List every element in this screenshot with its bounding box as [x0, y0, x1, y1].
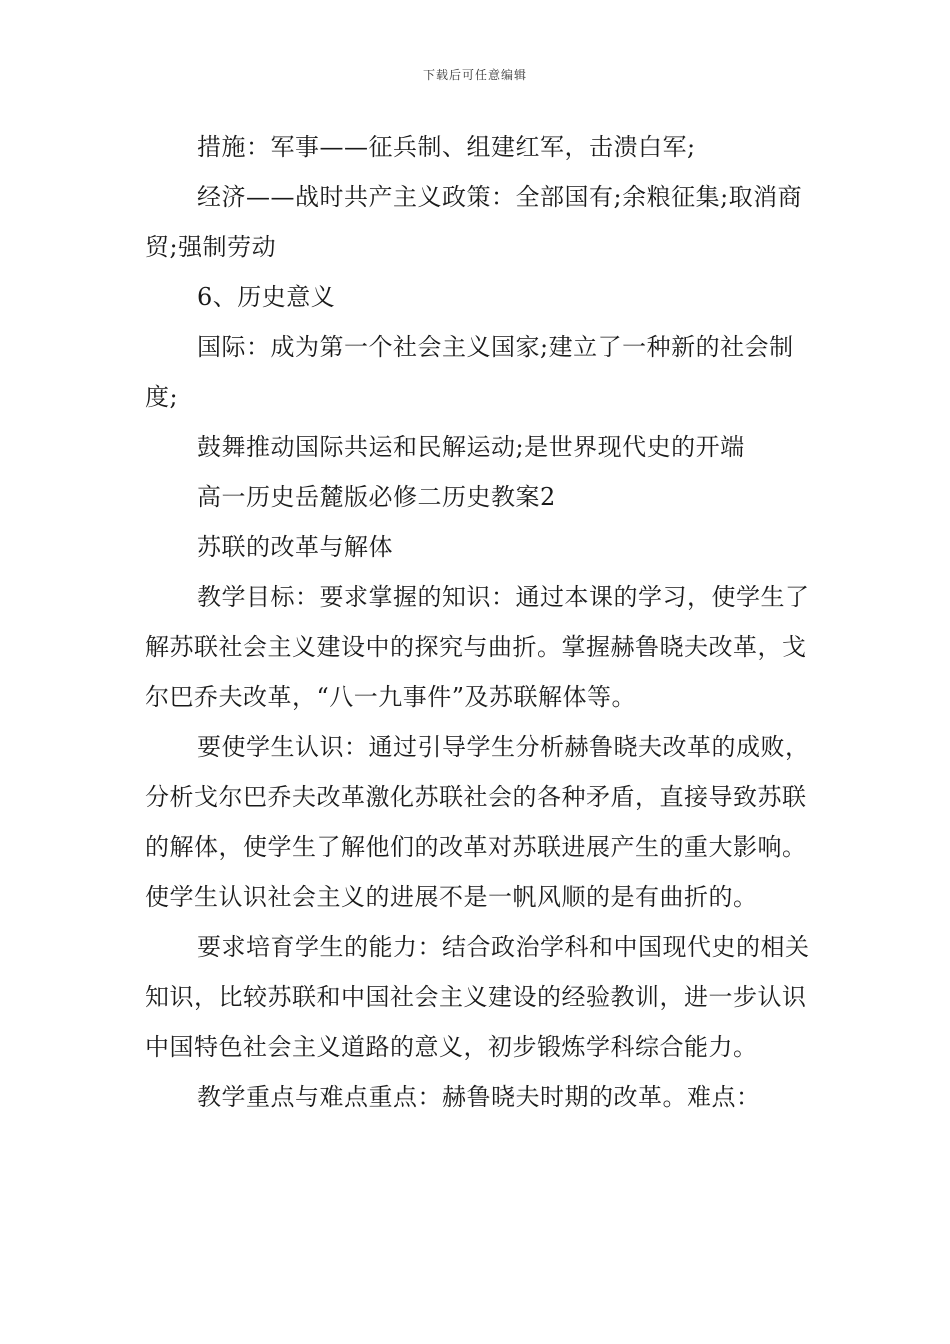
paragraph-measures-military: 措施：军事——征兵制、组建红军，击溃白军;: [197, 133, 696, 161]
paragraph-international: 国际：成为第一个社会主义国家;建立了一种新的社会制度;: [145, 333, 794, 411]
paragraph-key-points: 教学重点与难点重点：赫鲁晓夫时期的改革。难点：: [197, 1083, 761, 1111]
lesson-topic-heading: 苏联的改革与解体: [197, 533, 393, 561]
paragraph-student-abilities: 要求培育学生的能力：结合政治学科和中国现代史的相关知识，比较苏联和中国社会主义建设的经验教训，进一步认识中国特色社会主义道路的意义，初步锻炼学科综合能力。: [145, 933, 810, 1061]
paragraph-measures-economy: 经济——战时共产主义政策：全部国有;余粮征集;取消商贸;强制劳动: [145, 183, 803, 261]
paragraph-teaching-objectives: 教学目标：要求掌握的知识：通过本课的学习，使学生了解苏联社会主义建设中的探究与曲折。掌握赫鲁晓夫改革，戈尔巴乔夫改革，“八一九事件”及苏联解体等。: [145, 583, 810, 711]
paragraph-inspiration: 鼓舞推动国际共运和民解运动;是世界现代史的开端: [197, 433, 745, 461]
paragraph-student-understanding: 要使学生认识：通过引导学生分析赫鲁晓夫改革的成败，分析戈尔巴乔夫改革激化苏联社会的各种矛盾，直接导致苏联的解体，使学生了解他们的改革对苏联进展产生的重大影响。使学生认识社会主义的进展不是一帆风顺的是有曲折的。: [145, 733, 810, 911]
section-heading-historical-significance: 6、历史意义: [197, 283, 336, 311]
document-body: [145, 122, 810, 1122]
lesson-plan-title: 高一历史岳麓版必修二历史教案2: [197, 483, 556, 511]
page-header-note: 下载后可任意编辑: [422, 68, 527, 82]
